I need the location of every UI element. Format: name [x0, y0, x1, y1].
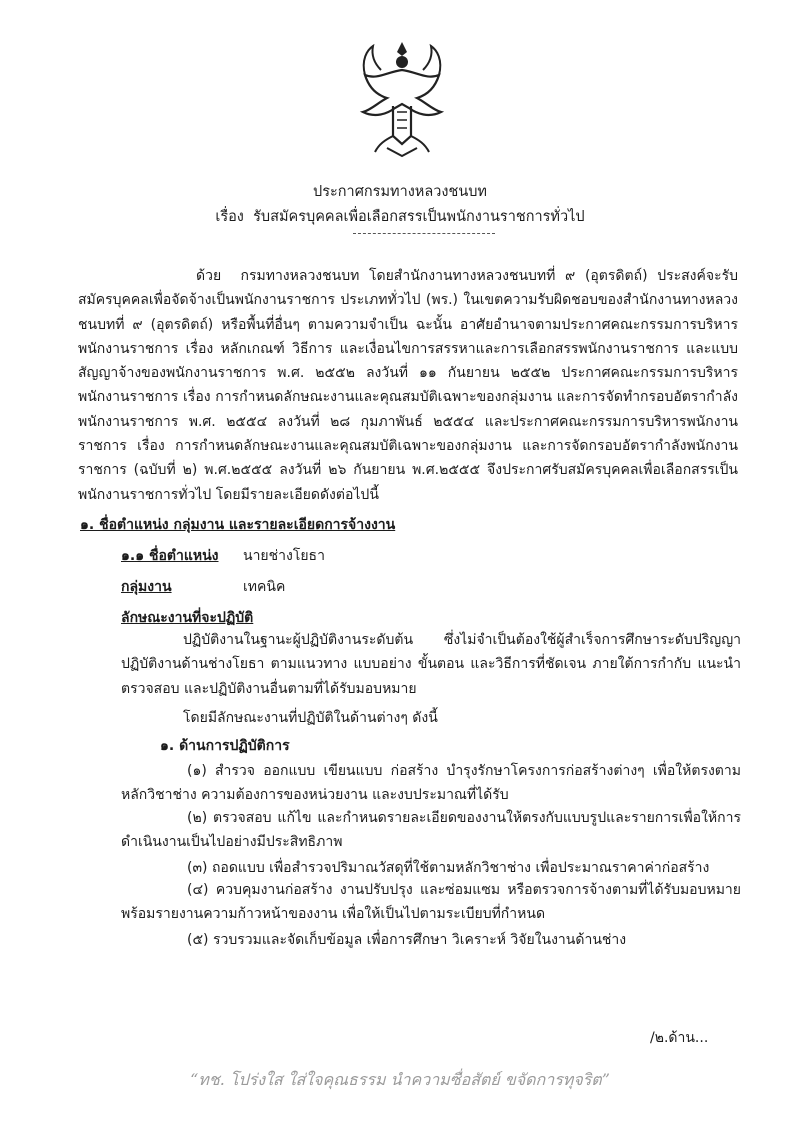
announcement-title: ประกาศกรมทางหลวงชนบท — [313, 184, 487, 200]
group-label: กลุ่มงาน — [121, 579, 172, 595]
subject-label: เรื่อง — [215, 209, 244, 225]
operation-item-3: (๓) ถอดแบบ เพื่อสำรวจปริมาณวัสดุที่ใช้ตามหลักวิชาช่าง เพื่อประมาณราคาค่าก่อสร้าง — [187, 860, 710, 876]
operation-item-4: (๔) ควบคุมงานก่อสร้าง งานปรับปรุง และซ่อมแซม หรือตรวจการจ้างตามที่ได้รับมอบหมาย พร้อมรายงานความก้าวหน้าของงาน เพื่อให้เป็นไปตามระเบียบที่กำหนด — [121, 882, 741, 923]
group-row — [121, 576, 172, 598]
intro-text: กรมทางหลวงชนบท โดยสำนักงานทางหลวงชนบทที่ ๙ (อุตรดิตถ์) ประสงค์จะรับสมัครบุคคลเพื่อจัดจ้างเป็นพนักงานราชการ ประเภททั่วไป (พร.) ในเขตความรับผิดชอบของสำนักงานทางหลวงชนบทที่ ๙ (อุตรดิตถ์) หรือพื้นที่อื่นๆ ตามความจำเป็น ฉะนั้น อาศัยอำนาจตามประกาศคณะกรรมการบริหารพนักงานราชการ เรื่อง หลักเกณฑ์ วิธีการ และเงื่อนไขการสรรหาและการเลือกสรรพนักงานราชการ และแบบสัญญาจ้างของพนักงานราชการ พ.ศ. ๒๕๕๒ ลงวันที่ ๑๑ กันยายน ๒๕๕๒ ประกาศคณะกรรมการบริหารพนักงานราชการ เรื่อง การกำหนดลักษณะงานและคุณสมบัติเฉพาะของกลุ่มงาน และการจัดทำกรอบอัตรากำลังพนักงานราชการ พ.ศ. ๒๕๕๔ ลงวันที่ ๒๘ กุมภาพันธ์ ๒๕๕๔ และประกาศคณะกรรมการบริหารพนักงานราชการ เรื่อง การกำหนดลักษณะงานและคุณสมบัติเฉพาะของกลุ่มงาน และการจัดกรอบอัตรากำลังพนักงานราชการ (ฉบับที่ ๒) พ.ศ.๒๕๕๕ ลงวันที่ ๒๖ กันยายน พ.ศ.๒๕๕๕ จึงประกาศรับสมัครบุคคลเพื่อเลือกสรรเป็นพนักงานราชการทั่วไป โดยมีรายละเอียดดังต่อไปนี้ — [78, 268, 739, 503]
intro-lead: ด้วย — [196, 268, 222, 284]
section1-heading: ๑. ชื่อตำแหน่ง กลุ่มงาน และรายละเอียดการจ้างงาน — [80, 517, 396, 533]
group-value: เทคนิค — [243, 579, 286, 595]
duty-paragraph: ปฏิบัติงานในฐานะผู้ปฏิบัติงานระดับต้น ซึ่งไม่จำเป็นต้องใช้ผู้สำเร็จการศึกษาระดับปริญญา ปฏิบัติงานด้านช่างโยธา ตามแนวทาง แบบอย่าง ขั้นตอน และวิธีการที่ชัดเจน ภายใต้การกำกับ แนะนำ ตรวจสอบ และปฏิบัติงานอื่นตามที่ได้รับมอบหมาย — [121, 632, 741, 697]
position-value: นายช่างโยธา — [243, 548, 325, 564]
footer-slogan: “ทช. โปร่งใส ใส่ใจคุณธรรม นำความซื่อสัตย์ ขจัดการทุจริต” — [190, 1070, 610, 1089]
operation-item-2: (๒) ตรวจสอบ แก้ไข และกำหนดรายละเอียดของงานให้ตรงกับแบบรูปและรายการเพื่อให้การดำเนินงานเป็นไปอย่างมีประสิทธิภาพ — [121, 810, 741, 851]
position-label: ๑.๑ ชื่อตำแหน่ง — [121, 548, 219, 564]
announcement-subject — [0, 205, 800, 228]
operation-item-1: (๑) สำรวจ ออกแบบ เขียนแบบ ก่อสร้าง บำรุงรักษาโครงการก่อสร้างต่างๆ เพื่อให้ตรงตามหลักวิชาช่าง ความต้องการของหน่วยงาน และงบประมาณที่ได้รับ — [121, 763, 741, 804]
areas-intro: โดยมีลักษณะงานที่ปฏิบัติในด้านต่างๆ ดังนี้ — [183, 710, 438, 726]
operations-heading: ๑. ด้านการปฏิบัติการ — [160, 738, 290, 754]
title-divider — [353, 233, 495, 234]
garuda-emblem-icon — [357, 40, 447, 160]
position-row — [121, 545, 219, 567]
operation-item-5: (๕) รวบรวมและจัดเก็บข้อมูล เพื่อการศึกษา วิเคราะห์ วิจัยในงานด้านช่าง — [187, 932, 627, 948]
subject-text: รับสมัครบุคคลเพื่อเลือกสรรเป็นพนักงานราชการทั่วไป — [253, 209, 585, 225]
duty-heading: ลักษณะงานที่จะปฏิบัติ — [121, 610, 254, 626]
page-continuation: /๒.ด้าน... — [650, 1030, 709, 1046]
intro-paragraph — [78, 264, 738, 507]
